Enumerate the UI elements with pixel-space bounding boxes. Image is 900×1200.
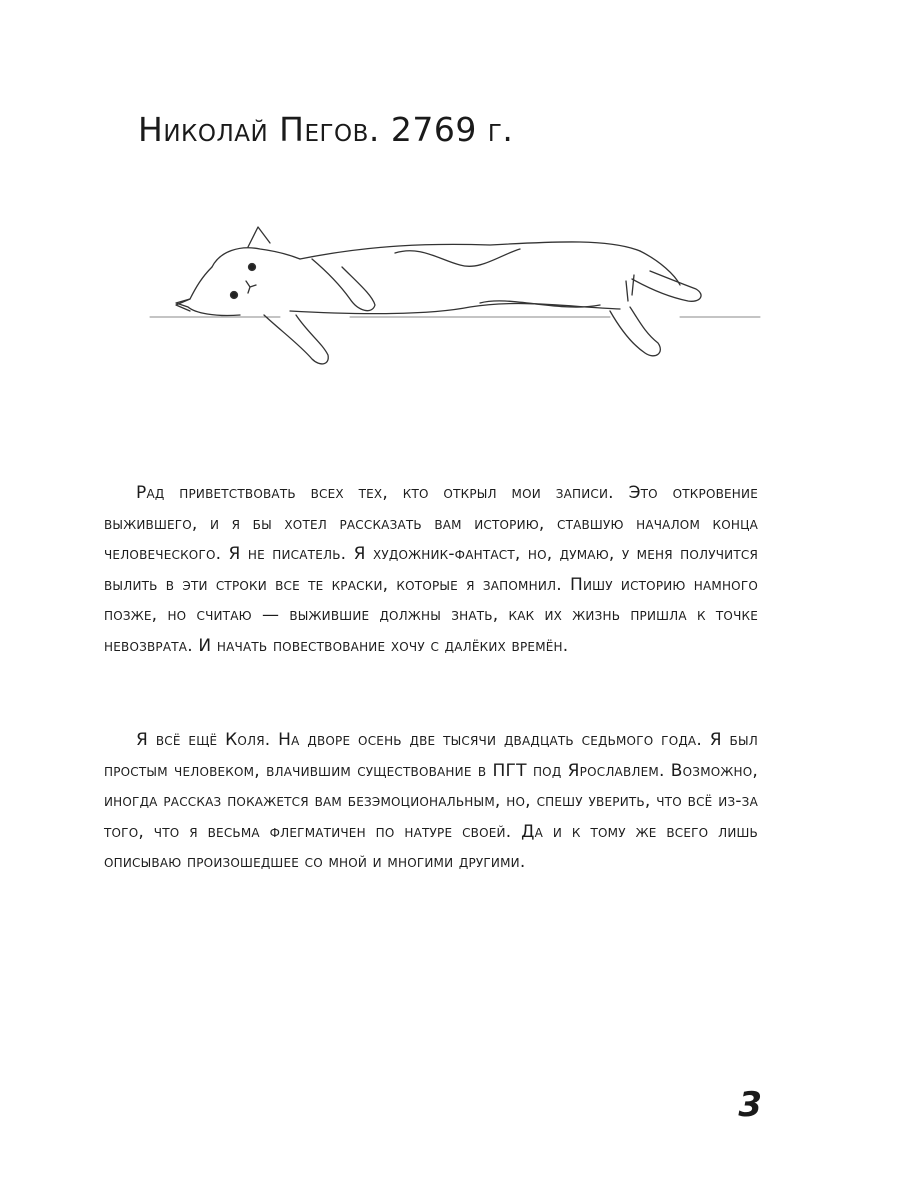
page-number: 3: [738, 1085, 762, 1125]
paragraph: Рад приветствовать всех тех, кто открыл мои записи. Это откровение выжившего, и я бы хотел рассказать вам историю, ставшую началом конца человеческого. Я не писатель. Я художник-фантаст, но, думаю, у меня получится вылить в эти строки все те краски, которые я запомнил. Пишу историю намного позже, но считаю — выжившие должны знать, как их жизнь пришла к точке невозврата. И начать повествование хочу с далёких времён.: [104, 483, 758, 656]
paragraph: Я всё ещё Коля. На дворе осень две тысячи двадцать седьмого года. Я был простым человеком, влачившим существование в ПГТ под Ярославлем. Возможно, иногда рассказ покажется вам безэмоциональным, но, спешу уверить, что всё из-за того, что я весьма флегматичен по натуре своей. Да и к тому же всего лишь описываю произошедшее со мной и многими другими.: [104, 730, 758, 872]
chapter-title: Николай Пегов. 2769 г.: [138, 110, 514, 149]
cat-illustration: [140, 215, 770, 385]
